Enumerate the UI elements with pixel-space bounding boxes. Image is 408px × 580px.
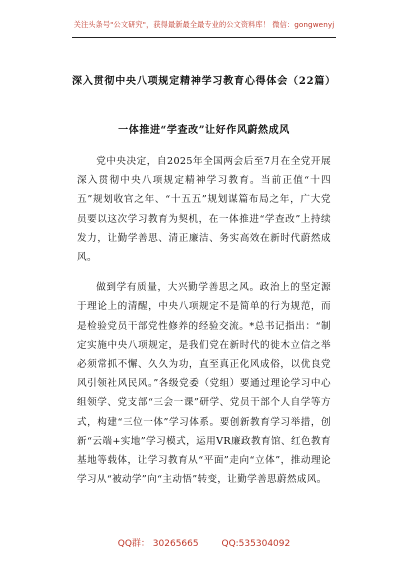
header-divider <box>72 37 336 38</box>
document-title: 深入贯彻中央八项规定精神学习教育心得体会（22篇） <box>72 76 336 87</box>
header-banner: 关注头条号"公文研究"，获得最新最全最专业的公文资料库！ 微信：gongwenyj <box>73 20 335 29</box>
document-body <box>77 152 331 489</box>
footer-contact <box>0 536 408 549</box>
footer-qq-number: QQ:535304092 <box>221 539 291 549</box>
body-paragraph-1: 党中央决定，自2025年全国两会后至7月在全党开展深入贯彻中央八项规定精神学习教育。当前正值“十四五”规划收官之年、“十五五”规划谋篇布局之年，广大党员要以这次学习教育为契机，在一体推进“学查改”上持续发力，让勤学善思、清正廉洁、务实高效在新时代蔚然成风。 <box>77 156 331 264</box>
section-title: 一体推进“学查改”让好作风蔚然成风 <box>118 125 290 136</box>
body-paragraph-2: 做到学有质量，大兴勤学善思之风。政治上的坚定源于理论上的清醒，中央八项规定不是简单的行为规范，而是检验党员干部党性修养的经验交流。*总书记指出：“制定实施中央八项规定，是我们党在新时代的徙木立信之举必须常抓不懈、久久为功，直至真正化风成俗，以优良党风引领社风民风。”各级党委（党组）要通过理论学习中心组领学、党支部“三会一课”研学、党员干部个人自学等方式，构建“三位一体”学习体系。要创新教育学习举措，创新“云端+实地”学习模式，运用VR廉政教育馆、红色教育基地等载体，让学习教育从“平面”走向“立体”，推动理论学习从“被动学”向“主动悟”转变，让勤学善思蔚然成风。 <box>77 282 331 486</box>
footer-qq-group: QQ群： 30265665 <box>117 539 199 549</box>
